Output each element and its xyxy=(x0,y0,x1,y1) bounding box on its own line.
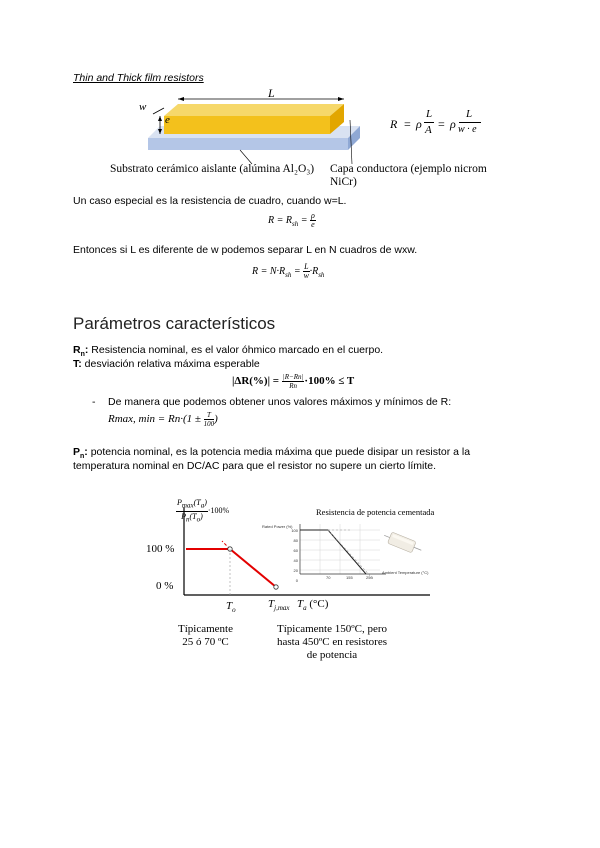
inset-yticks: 100 80 60 40 20 0 xyxy=(291,528,298,583)
section-title: Parámetros característicos xyxy=(73,314,276,333)
substrate-front xyxy=(148,138,348,150)
rn-paragraph: $R_n$: Resistencia nominal, es el valor óhmico marcado en el cuerpo. xyxy=(73,344,384,359)
bullet-text: De manera que podemos obtener unos valores máximos y mínimos de R: xyxy=(108,396,452,408)
formula-tolerance: |ΔR(%)| = $\frac{|R-Rn|}{Rn}$ ·100% ≤ T xyxy=(232,373,355,390)
eq-fraction-bar-2 xyxy=(459,122,481,123)
tick-0: 0 % xyxy=(156,580,174,592)
inset-derating-chart xyxy=(296,520,446,582)
inset-derating-line xyxy=(300,530,366,574)
layer-front xyxy=(164,116,330,134)
substrate-label: Substrato cerámico aislante (alúmina Al₂O₃) xyxy=(110,163,315,175)
eq-sign-1: = xyxy=(404,117,411,131)
dim-L-label: L xyxy=(268,86,275,100)
eq-R: R xyxy=(390,117,398,131)
formula-rmax-min: Rmax, min = Rn·(1 ± $\frac{T}{100}$ ) xyxy=(108,411,218,428)
formula-squares: $R = N\cdot R_{sh}$ = $\frac{L}{w}$ $\cdot R_{sh}$ xyxy=(252,262,325,280)
formula-sheet-resistance: $R = R_{sh}$ = $\frac{\rho}{e}$ xyxy=(268,211,315,229)
dim-w-line xyxy=(153,108,164,114)
layer-label-1: Capa conductora (ejemplo nicrom xyxy=(330,163,487,175)
eq-sign-2: = xyxy=(438,117,445,131)
derating-end-point xyxy=(274,585,278,589)
inset-xtick-3: 250 xyxy=(366,575,373,580)
eq-rho-1: ρ xyxy=(416,117,422,131)
bullet-dash: - xyxy=(92,396,96,408)
y-axis-label: $P_{max}(T_a)$ $P_n(T_o)$ ·100% xyxy=(177,498,230,524)
inset-title: Resistencia de potencia cementada xyxy=(316,507,435,517)
eq-A: A xyxy=(425,124,432,136)
eq-L-2: L xyxy=(466,108,473,120)
section-heading: Thin and Thick film resistors xyxy=(73,72,204,84)
note-To: Típicamente 25 ó 70 ºC xyxy=(178,623,233,648)
pn-paragraph-line-2: temperatura nominal en DC/AC para que el resistor no supere un cierto límite. xyxy=(73,460,437,472)
note-Tmax: Típicamente 150ºC, pero hasta 450ºC en resistores de potencia xyxy=(276,623,388,661)
paragraph-squares: Entonces si L es diferente de w podemos separar L en N cuadros de wxw. xyxy=(73,244,418,256)
eq-we: w · e xyxy=(458,124,477,135)
inset-xtick-2: 155 xyxy=(346,575,353,580)
x-label-To: $T_o$ xyxy=(226,600,236,615)
tick-100: 100 % xyxy=(146,543,175,555)
layer-label-2: NiCr) xyxy=(330,176,357,188)
eq-rho-2: ρ xyxy=(450,117,456,131)
layer-top xyxy=(164,104,344,116)
eq-L-1: L xyxy=(426,108,433,120)
derating-line xyxy=(186,549,276,587)
inset-xlabel: Ambient Temperature (°C) xyxy=(382,570,429,575)
x-label-Tmax: $T_{j,max}$ xyxy=(268,598,290,613)
dim-e-label: e xyxy=(165,114,170,126)
cement-resistor-icon xyxy=(382,530,424,556)
inset-ylabel: Rated Power (%) xyxy=(262,524,293,529)
inset-xtick-1: 70 xyxy=(326,575,331,580)
dim-w-label: w xyxy=(139,101,147,113)
pn-paragraph-line-1: $P_n$: potencia nominal, es la potencia media máxima que puede disipar un resistor a la xyxy=(73,446,471,461)
paragraph-sheet-resistance: Un caso especial es la resistencia de cuadro, cuando w=L. xyxy=(73,195,347,207)
eq-fraction-bar-1 xyxy=(424,122,434,123)
tolerance-paragraph: T: desviación relativa máxima esperable xyxy=(73,358,260,370)
x-label-Ta: $T_a$ (°C) xyxy=(297,598,329,613)
